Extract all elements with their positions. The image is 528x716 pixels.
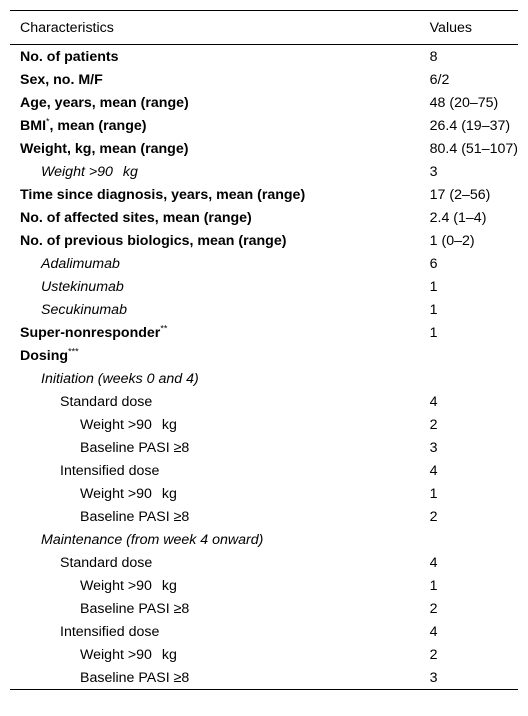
table-row: [10, 528, 518, 551]
row-label-text: Maintenance (from week 4 onward): [41, 531, 264, 548]
row-label: [10, 275, 430, 298]
row-label-text: Standard dose: [60, 554, 153, 571]
row-label-text: Weight, kg, mean (range): [20, 140, 189, 157]
row-value: [430, 528, 518, 551]
table-row: [10, 137, 518, 160]
row-label: [10, 505, 430, 528]
row-label-suffix: , mean (range): [49, 117, 147, 134]
row-label: [10, 597, 430, 620]
header-characteristics: Characteristics: [10, 11, 430, 45]
table-row: [10, 298, 518, 321]
row-label-text: Ustekinumab: [41, 278, 124, 295]
table-row: [10, 459, 518, 482]
table-row: [10, 183, 518, 206]
row-label: [10, 137, 430, 160]
row-value: 4: [429, 623, 438, 640]
row-label-text: Weight >90: [80, 416, 152, 433]
row-label: [10, 413, 430, 436]
row-value: 2: [429, 646, 438, 663]
row-label-text: Baseline PASI ≥8: [80, 508, 190, 525]
row-label-text: No. of previous biologics, mean (range): [20, 232, 287, 249]
table-row: [10, 252, 518, 275]
row-label-text: No. of affected sites, mean (range): [20, 209, 252, 226]
row-value: 1: [429, 301, 438, 318]
row-label: [10, 91, 430, 114]
table-row: [10, 505, 518, 528]
table-row: [10, 666, 518, 690]
row-label-text: BMI: [20, 117, 47, 134]
row-label: [10, 298, 430, 321]
row-value: 1: [429, 324, 438, 341]
row-unit: kg: [161, 577, 177, 594]
row-label-text: Intensified dose: [60, 462, 160, 479]
characteristics-table-container: [10, 10, 518, 690]
row-unit: kg: [122, 163, 138, 180]
row-label: [10, 344, 430, 367]
row-label: [10, 551, 430, 574]
table-row: [10, 643, 518, 666]
row-label-text: Secukinumab: [41, 301, 127, 318]
row-label: [10, 620, 430, 643]
row-label: [10, 206, 430, 229]
row-value: 8: [429, 48, 438, 65]
row-value: 2: [429, 600, 438, 617]
table-row: [10, 321, 518, 344]
row-label: [10, 229, 430, 252]
table-header: [10, 11, 518, 45]
row-value: 4: [429, 554, 438, 571]
row-label: [10, 436, 430, 459]
row-label: [10, 114, 430, 137]
footnote-marker: **: [160, 322, 168, 333]
row-label: [10, 390, 430, 413]
table-row: [10, 482, 518, 505]
row-value: [430, 344, 518, 367]
row-label-text: No. of patients: [20, 48, 119, 65]
table-row: [10, 574, 518, 597]
row-value: 1: [429, 278, 438, 295]
row-label-text: Sex, no. M/F: [20, 71, 103, 88]
row-label: [10, 643, 430, 666]
row-label: [10, 68, 430, 91]
table-row: [10, 620, 518, 643]
table-body: [10, 45, 518, 690]
row-label: [10, 367, 430, 390]
row-label: [10, 666, 430, 690]
row-value: 4: [429, 393, 438, 410]
row-value: 17 (2–56): [429, 186, 491, 203]
row-value: 4: [429, 462, 438, 479]
table-row: [10, 229, 518, 252]
header-row: [10, 11, 518, 45]
row-value: [430, 367, 518, 390]
row-value: 48 (20–75): [429, 94, 499, 111]
row-label: [10, 574, 430, 597]
row-label-text: Initiation (weeks 0 and 4): [41, 370, 199, 387]
table-row: [10, 91, 518, 114]
row-label: [10, 321, 430, 344]
table-row: [10, 275, 518, 298]
row-value: 1: [429, 577, 438, 594]
table-row: [10, 114, 518, 137]
row-label: [10, 252, 430, 275]
header-values: Values: [430, 11, 518, 45]
row-value: 2.4 (1–4): [429, 209, 487, 226]
row-value: 1 (0–2): [429, 232, 475, 249]
footnote-marker: *: [46, 115, 50, 126]
table-row: [10, 68, 518, 91]
table-row: [10, 206, 518, 229]
row-label: [10, 160, 430, 183]
characteristics-table: [10, 10, 518, 690]
table-row: [10, 344, 518, 367]
row-label: [10, 459, 430, 482]
table-row: [10, 597, 518, 620]
row-value: 26.4 (19–37): [429, 117, 511, 134]
table-row: [10, 45, 518, 69]
row-value: 3: [430, 666, 518, 690]
row-value: 3: [429, 439, 438, 456]
row-label-text: Adalimumab: [41, 255, 120, 272]
table-row: [10, 160, 518, 183]
row-label-text: Time since diagnosis, years, mean (range): [20, 186, 306, 203]
row-label-text: Baseline PASI ≥8: [80, 439, 190, 456]
row-label-text: Baseline PASI ≥8: [80, 600, 190, 617]
table-row: [10, 413, 518, 436]
row-label-text: Weight >90: [80, 485, 152, 502]
row-value: 80.4 (51–107): [429, 140, 518, 157]
row-unit: kg: [161, 646, 177, 663]
row-label-text: Weight >90: [80, 577, 152, 594]
row-label-text: Baseline PASI ≥8: [80, 669, 190, 686]
row-label-text: Age, years, mean (range): [20, 94, 189, 111]
row-unit: kg: [161, 485, 177, 502]
row-value: 2: [429, 508, 438, 525]
row-unit: kg: [161, 416, 177, 433]
table-row: [10, 367, 518, 390]
table-row: [10, 436, 518, 459]
row-label-text: Weight >90: [80, 646, 152, 663]
row-label-text: Intensified dose: [60, 623, 160, 640]
row-label-text: Super-nonresponder: [20, 324, 161, 341]
row-label-text: Weight >90: [41, 163, 113, 180]
row-label-text: Standard dose: [60, 393, 153, 410]
row-label: [10, 183, 430, 206]
row-label: [10, 482, 430, 505]
row-label: [10, 45, 430, 69]
row-value: 3: [429, 163, 438, 180]
row-value: 6/2: [429, 71, 450, 88]
row-label-text: Dosing: [20, 347, 69, 364]
row-value: 2: [429, 416, 438, 433]
row-label: [10, 528, 430, 551]
row-value: 6: [429, 255, 438, 272]
footnote-marker: ***: [68, 345, 79, 356]
table-row: [10, 390, 518, 413]
row-value: 1: [429, 485, 438, 502]
table-row: [10, 551, 518, 574]
